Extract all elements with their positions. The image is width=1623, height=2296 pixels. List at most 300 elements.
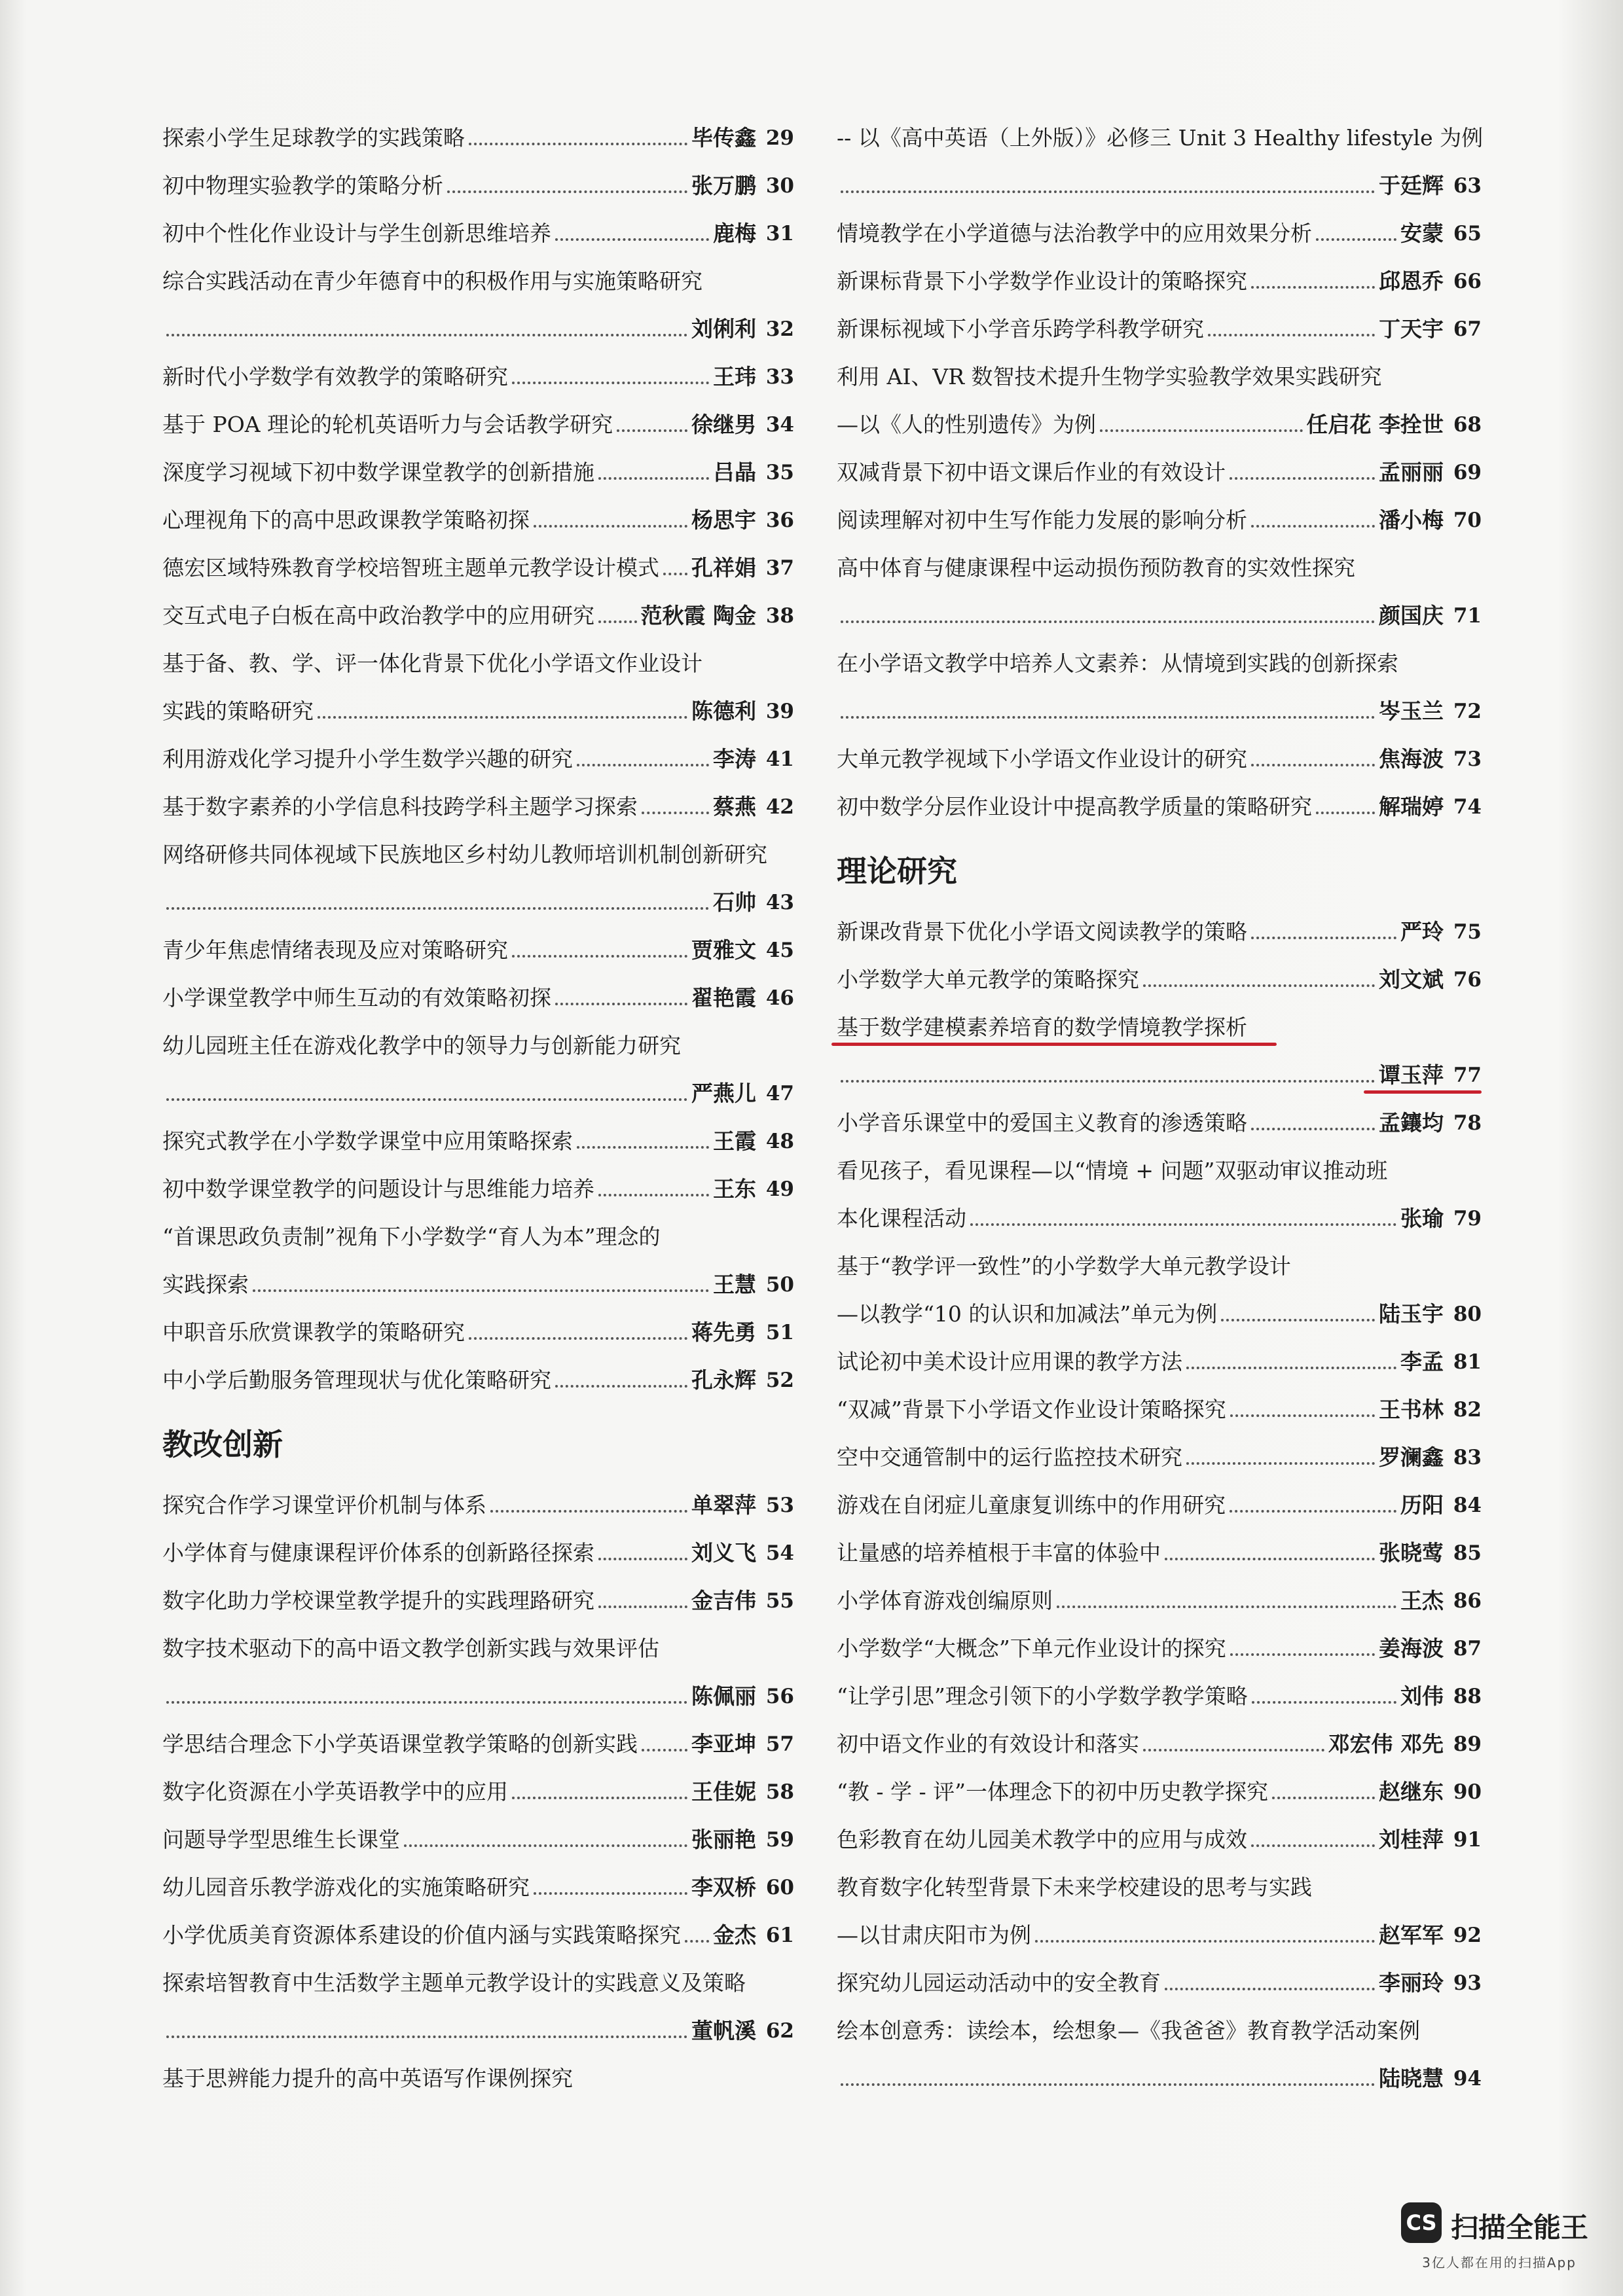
toc-page-number: 35 [765,461,794,484]
toc-title-line [837,541,1482,589]
toc-entry[interactable] [162,159,794,207]
leader-dots [555,238,709,241]
toc-entry[interactable] [837,953,1482,1001]
toc-author: 邱恩乔 [1379,268,1444,294]
toc-title: 小学音乐课堂中的爱国主义教育的渗透策略 [837,1110,1247,1136]
toc-entry[interactable] [162,1813,794,1861]
leader-dots [1100,429,1303,432]
toc-title-line [837,350,1482,398]
toc-author: 孔祥娟 [691,555,756,581]
toc-page-number: 56 [765,1685,794,1708]
toc-page-number: 55 [765,1589,794,1613]
toc-page-number: 81 [1453,1350,1482,1374]
leader-dots [1230,1414,1375,1417]
toc-title: 基于数字素养的小学信息科技跨学科主题学习探索 [162,794,638,819]
leader-dots [1316,812,1375,814]
leader-dots [512,1797,687,1799]
leader-dots [841,190,1375,193]
toc-title: —以甘肃庆阳市为例 [837,1922,1031,1948]
toc-author: 张瑜 [1400,1206,1444,1231]
leader-dots [318,716,687,719]
toc-title: 交互式电子白板在高中政治教学中的应用研究 [162,603,594,628]
toc-entry[interactable] [837,685,1482,732]
toc-entry[interactable] [837,589,1482,637]
toc-entry[interactable] [837,1192,1482,1240]
toc-page-number: 75 [1453,920,1482,944]
toc-author: 范秋霞 陶金 [640,603,756,628]
section-heading: 教改创新 [162,1427,283,1462]
toc-author: 谭玉萍 [1379,1062,1444,1088]
toc-title-line [837,1240,1482,1287]
leader-dots [166,1098,687,1101]
toc-author: 历阳 [1400,1492,1444,1518]
toc-entry[interactable] [837,1431,1482,1479]
toc-title: 双减背景下初中语文课后作业的有效设计 [837,459,1226,485]
toc-title-line [837,637,1482,685]
toc-title: 本化课程活动 [837,1206,966,1231]
toc-entry[interactable] [162,207,794,255]
toc-page-number: 31 [765,222,794,245]
toc-entry[interactable] [837,446,1482,493]
toc-page-number: 59 [765,1828,794,1852]
toc-entry[interactable] [162,1354,794,1401]
toc-title: -- 以《高中英语（上外版）》必修三 Unit 3 Healthy lifestyle 为例 [837,125,1484,151]
toc-page-number: 76 [1453,968,1482,992]
toc-title: “让学引思”理念引领下的小学数学教学策略 [837,1683,1248,1709]
toc-title: “教 - 学 - 评”一体理念下的初中历史教学探究 [837,1779,1269,1804]
toc-entry[interactable] [837,1049,1482,1096]
toc-title-line [162,1622,794,1670]
toc-entry[interactable] [162,111,794,159]
red-underline-mark [831,1043,1277,1046]
toc-author: 金吉伟 [691,1588,756,1613]
toc-page-number: 70 [1453,509,1482,532]
toc-title: 游戏在自闭症儿童康复训练中的作用研究 [837,1492,1226,1518]
leader-dots [1143,1749,1324,1751]
toc-title: 新课改背景下优化小学语文阅读教学的策略 [837,919,1247,944]
toc-author: 王书林 [1379,1397,1444,1422]
toc-author: 邓宏伟 邓先 [1328,1731,1444,1757]
toc-entry[interactable] [162,1258,794,1306]
toc-title: 初中语文作业的有效设计和落实 [837,1731,1139,1757]
toc-title-line [837,1001,1482,1049]
leader-dots [555,1385,687,1388]
toc-title: 基于数学建模素养培育的数学情境教学探析 [837,1014,1247,1040]
toc-page-number: 89 [1453,1732,1482,1756]
toc-author: 陆玉宇 [1379,1301,1444,1327]
toc-page-number: 58 [765,1780,794,1804]
toc-author: 孟鑲均 [1379,1110,1444,1136]
toc-author: 杨思宇 [691,507,756,533]
toc-title: 中小学后勤服务管理现状与优化策略研究 [162,1367,551,1393]
toc-title-line [162,1956,794,2004]
leader-dots [577,764,709,766]
toc-entry[interactable] [837,1096,1482,1144]
scanner-tagline: 3亿人都在用的扫描App [1422,2255,1577,2270]
toc-title: 空中交通管制中的运行监控技术研究 [837,1444,1182,1470]
toc-page-number: 67 [1453,317,1482,341]
leader-dots [1251,286,1375,289]
leader-dots [166,334,687,336]
toc-title: 探索培智教育中生活数学主题单元教学设计的实践意义及策略 [162,1970,746,1996]
toc-page-number: 37 [765,556,794,580]
toc-entry[interactable] [162,971,794,1019]
toc-title: 新课标视域下小学音乐跨学科教学研究 [837,316,1204,342]
toc-entry[interactable] [837,2052,1482,2100]
toc-author: 岑玉兰 [1379,698,1444,724]
toc-author: 李丽玲 [1379,1970,1444,1996]
toc-title-line [837,1144,1482,1192]
toc-entry[interactable] [162,541,794,589]
toc-page-number: 80 [1453,1302,1482,1326]
toc-entry[interactable] [837,1335,1482,1383]
toc-author: 张晓莺 [1379,1540,1444,1566]
toc-title: 阅读理解对初中生写作能力发展的影响分析 [837,507,1247,533]
toc-author: 蒋先勇 [691,1319,756,1345]
leader-dots [166,907,709,910]
toc-page-number: 72 [1453,700,1482,723]
toc-title-line [162,1019,794,1067]
leader-dots [469,143,687,145]
toc-author: 翟艳霞 [691,985,756,1011]
toc-page-number: 54 [765,1541,794,1565]
toc-page-number: 77 [1453,1064,1482,1087]
toc-author: 鹿梅 [713,221,756,246]
toc-title: 利用游戏化学习提升小学生数学兴趣的研究 [162,746,573,772]
toc-title: 综合实践活动在青少年德育中的积极作用与实施策略研究 [162,268,702,294]
toc-title: 基于思辨能力提升的高中英语写作课例探究 [162,2066,573,2091]
toc-entry[interactable] [162,1670,794,1717]
toc-entry[interactable] [162,876,794,924]
toc-author: 王玮 [713,364,756,389]
toc-author: 董帆溪 [691,2018,756,2043]
toc-title: 初中物理实验教学的策略分析 [162,173,443,198]
toc-entry[interactable] [162,446,794,493]
toc-page-number: 45 [765,939,794,962]
toc-author: 李双桥 [691,1874,756,1900]
toc-author: 赵继东 [1379,1779,1444,1804]
toc-page-number: 42 [765,795,794,819]
leader-dots [642,1749,687,1751]
toc-title: 在小学语文教学中培养人文素养：从情境到实践的创新探索 [837,651,1398,676]
toc-author: 陈德利 [691,698,756,724]
leader-dots [469,1337,687,1340]
toc-author: 李涛 [713,746,756,772]
toc-entry[interactable] [837,1717,1482,1765]
toc-entry[interactable] [162,1479,794,1526]
toc-page-number: 51 [765,1321,794,1344]
toc-author: 贾雅文 [691,937,756,963]
toc-author: 于廷辉 [1379,173,1444,198]
toc-column-left [162,111,794,2100]
toc-page-number: 87 [1453,1637,1482,1660]
toc-entry[interactable] [162,732,794,780]
toc-entry[interactable] [837,732,1482,780]
toc-page-number: 82 [1453,1398,1482,1422]
toc-title-line [162,1210,794,1258]
toc-author: 刘伟 [1400,1683,1444,1709]
toc-title: 德宏区域特殊教育学校培智班主题单元教学设计模式 [162,555,659,581]
toc-title: 利用 AI、VR 数智技术提升生物学实验教学效果实践研究 [837,364,1382,389]
toc-author: 刘义飞 [691,1540,756,1566]
leader-dots [1208,334,1375,336]
toc-title: 情境教学在小学道德与法治教学中的应用效果分析 [837,221,1312,246]
leader-dots [598,477,709,480]
toc-title: 学思结合理念下小学英语课堂教学策略的创新实践 [162,1731,638,1757]
red-underline-mark [1364,1090,1482,1094]
toc-page-number: 93 [1453,1971,1482,1995]
toc-page-number: 47 [765,1082,794,1105]
toc-author: 解瑞婷 [1379,794,1444,819]
toc-author: 孟丽丽 [1379,459,1444,485]
leader-dots [1272,1797,1375,1799]
toc-page-number: 61 [765,1924,794,1947]
toc-entry[interactable] [162,493,794,541]
toc-page-number: 91 [1453,1828,1482,1852]
toc-author: 任启花 李拴世 [1306,412,1444,437]
toc-author: 王东 [713,1176,756,1202]
toc-title: 探究式教学在小学数学课堂中应用策略探索 [162,1128,573,1154]
leader-dots [490,1510,687,1513]
toc-page-number: 63 [1453,174,1482,198]
toc-title: 心理视角下的高中思政课教学策略初探 [162,507,530,533]
toc-title: 色彩教育在幼儿园美术教学中的应用与成效 [837,1827,1247,1852]
toc-title: 绘本创意秀：读绘本，绘想象—《我爸爸》教育教学活动案例 [837,2018,1420,2043]
toc-author: 徐继男 [691,412,756,437]
toc-entry[interactable] [837,905,1482,953]
toc-title: 青少年焦虑情绪表现及应对策略研究 [162,937,508,963]
toc-entry[interactable] [837,1622,1482,1670]
toc-entry[interactable] [162,1717,794,1765]
leader-dots [598,1605,687,1608]
toc-title: 基于 POA 理论的轮机英语听力与会话教学研究 [162,412,613,437]
toc-title: 初中数学分层作业设计中提高教学质量的策略研究 [837,794,1312,819]
toc-title-line [837,1861,1482,1909]
toc-title: 探索小学生足球教学的实践策略 [162,125,465,151]
toc-title: 幼儿园音乐教学游戏化的实施策略研究 [162,1874,530,1900]
toc-entry[interactable] [837,159,1482,207]
toc-entry[interactable] [162,780,794,828]
toc-author: 李孟 [1400,1349,1444,1374]
toc-author: 潘小梅 [1379,507,1444,533]
toc-page-number: 78 [1453,1111,1482,1135]
toc-page-number: 62 [765,2019,794,2043]
toc-title-line [837,2004,1482,2052]
toc-title: 让量感的培养植根于丰富的体验中 [837,1540,1161,1566]
leader-dots [512,382,709,384]
toc-author: 李亚坤 [691,1731,756,1757]
toc-entry[interactable] [162,1306,794,1354]
toc-entry[interactable] [837,1813,1482,1861]
toc-author: 丁天宇 [1379,316,1444,342]
toc-entry[interactable] [837,1479,1482,1526]
toc-author: 王杰 [1400,1588,1444,1613]
toc-entry[interactable] [837,302,1482,350]
toc-entry[interactable] [162,924,794,971]
leader-dots [598,1558,687,1560]
leader-dots [1230,1510,1396,1513]
toc-page-number: 92 [1453,1924,1482,1947]
toc-author: 姜海波 [1379,1636,1444,1661]
toc-title: 初中数学课堂教学的问题设计与思维能力培养 [162,1176,594,1202]
toc-entry[interactable] [162,589,794,637]
toc-title: 高中体育与健康课程中运动损伤预防教育的实效性探究 [837,555,1355,581]
leader-dots [447,190,687,193]
leader-dots [970,1223,1396,1226]
leader-dots [577,1146,709,1149]
toc-page-number: 84 [1453,1494,1482,1517]
toc-entry[interactable] [162,1526,794,1574]
toc-author: 安蒙 [1400,221,1444,246]
toc-author: 赵军军 [1379,1922,1444,1948]
toc-title: 大单元教学视域下小学语文作业设计的研究 [837,746,1247,772]
toc-title: 小学体育与健康课程评价体系的创新路径探索 [162,1540,594,1566]
leader-dots [534,1892,687,1895]
toc-entry[interactable] [162,1909,794,1956]
toc-page-number: 86 [1453,1589,1482,1613]
toc-entry[interactable] [837,207,1482,255]
toc-page-number: 90 [1453,1780,1482,1804]
leader-dots [1251,525,1375,528]
leader-dots [1165,1558,1375,1560]
toc-title: 看见孩子，看见课程—以“情境 + 问题”双驱动审议推动班 [837,1158,1388,1183]
leader-dots [1251,1128,1375,1130]
toc-page-number: 83 [1453,1446,1482,1469]
leader-dots [663,573,687,575]
toc-title: 网络研修共同体视域下民族地区乡村幼儿教师培训机制创新研究 [162,842,767,867]
toc-entry[interactable] [162,1574,794,1622]
toc-entry[interactable] [837,398,1482,446]
toc-author: 蔡燕 [713,794,756,819]
toc-entry[interactable] [837,1909,1482,1956]
toc-entry[interactable] [837,1383,1482,1431]
toc-page-number: 46 [765,986,794,1010]
toc-author: 孔永辉 [691,1367,756,1393]
toc-author: 严燕儿 [691,1081,756,1106]
toc-entry[interactable] [162,1115,794,1162]
toc-page-number: 52 [765,1369,794,1392]
toc-title: 实践的策略研究 [162,698,314,724]
toc-title: —以教学“10 的认识和加减法”单元为例 [837,1301,1218,1327]
toc-title-line [162,255,794,302]
toc-page-number: 29 [765,126,794,150]
leader-dots [1035,1940,1375,1943]
toc-entry[interactable] [162,2004,794,2052]
toc-entry[interactable] [837,493,1482,541]
toc-title: 实践探索 [162,1272,249,1297]
toc-entry[interactable] [837,780,1482,828]
leader-dots [166,2036,687,2038]
toc-title: 小学课堂教学中师生互动的有效策略初探 [162,985,551,1011]
toc-page-number: 38 [765,604,794,628]
toc-author: 张万鹏 [691,173,756,198]
toc-page-number: 71 [1453,604,1482,628]
toc-author: 吕晶 [713,459,756,485]
camscanner-logo-icon: CS [1401,2202,1442,2243]
toc-author: 石帅 [713,889,756,915]
toc-entry[interactable] [162,1861,794,1909]
toc-page-number: 48 [765,1130,794,1153]
scanner-app-name: 扫描全能王 [1451,2212,1589,2244]
toc-title: 小学体育游戏创编原则 [837,1588,1053,1613]
leader-dots [1252,1701,1396,1704]
toc-entry[interactable] [837,1526,1482,1574]
toc-title: 新时代小学数学有效教学的策略研究 [162,364,508,389]
toc-page-number: 32 [765,317,794,341]
toc-title: 小学数学“大概念”下单元作业设计的探究 [837,1636,1226,1661]
toc-author: 王霞 [713,1128,756,1154]
toc-page-number: 88 [1453,1685,1482,1708]
toc-title-line [162,637,794,685]
toc-entry[interactable] [162,1067,794,1115]
leader-dots [512,955,687,958]
leader-dots [534,525,687,528]
toc-entry[interactable] [837,1956,1482,2004]
toc-title-line [162,2052,794,2100]
toc-entry[interactable] [162,398,794,446]
toc-entry[interactable] [837,1574,1482,1622]
leader-dots [1230,477,1375,480]
toc-entry[interactable] [162,302,794,350]
toc-author: 金杰 [713,1922,756,1948]
toc-page-number: 33 [765,365,794,389]
toc-entry[interactable] [837,255,1482,302]
toc-page-number: 36 [765,509,794,532]
leader-dots [841,620,1375,623]
toc-author: 刘俐利 [691,316,756,342]
toc-title: 幼儿园班主任在游戏化教学中的领导力与创新能力研究 [162,1033,681,1058]
leader-dots [1186,1462,1375,1465]
toc-entry[interactable] [162,685,794,732]
toc-title: “双减”背景下小学语文作业设计策略探究 [837,1397,1226,1422]
toc-title: 小学优质美育资源体系建设的价值内涵与实践策略探究 [162,1922,681,1948]
toc-title: 中职音乐欣赏课教学的策略研究 [162,1319,465,1345]
leader-dots [1165,1988,1375,1990]
leader-dots [617,429,687,432]
toc-title: 新课标背景下小学数学作业设计的策略探究 [837,268,1247,294]
toc-page-number: 69 [1453,461,1482,484]
toc-page-number: 74 [1453,795,1482,819]
leader-dots [555,1003,687,1005]
toc-title: 数字化助力学校课堂教学提升的实践理路研究 [162,1588,594,1613]
leader-dots [1251,937,1396,939]
toc-entry[interactable] [837,1670,1482,1717]
leader-dots [1143,984,1375,987]
toc-page-number: 39 [765,700,794,723]
leader-dots [166,1701,687,1704]
leader-dots [1230,1653,1375,1656]
leader-dots [841,716,1375,719]
toc-page-number: 60 [765,1876,794,1899]
toc-entry[interactable] [837,1287,1482,1335]
toc-entry[interactable] [162,350,794,398]
toc-page-number: 57 [765,1732,794,1756]
leader-dots [642,812,709,814]
toc-author: 严玲 [1400,919,1444,944]
toc-author: 王慧 [713,1272,756,1297]
toc-entry[interactable] [162,1765,794,1813]
toc-title: 基于备、教、学、评一体化背景下优化小学语文作业设计 [162,651,702,676]
toc-title: 教育数字化转型背景下未来学校建设的思考与实践 [837,1874,1312,1900]
toc-entry[interactable] [837,1765,1482,1813]
toc-column-right [837,111,1482,2100]
leader-dots [1251,1844,1375,1847]
toc-author: 罗澜鑫 [1379,1444,1444,1470]
leader-dots [598,1194,709,1196]
toc-page-number: 85 [1453,1541,1482,1565]
toc-entry[interactable] [162,1162,794,1210]
toc-author: 刘桂萍 [1379,1827,1444,1852]
